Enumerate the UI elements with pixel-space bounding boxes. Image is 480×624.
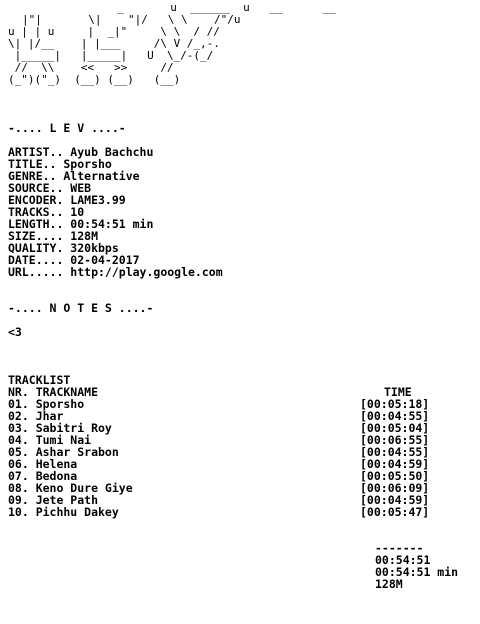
- info-size: SIZE.... 128M: [8, 229, 99, 243]
- ascii-art-line: |"| \| "|/ \ \ /"/u: [22, 13, 241, 26]
- release-info: [8, 146, 476, 278]
- track-time: [00:04:59]: [360, 457, 430, 471]
- info-quality: QUALITY. 320kbps: [8, 241, 119, 255]
- track-name: 06. Helena: [8, 457, 78, 471]
- totals-size: 128M: [375, 577, 403, 591]
- track-time: [00:06:09]: [360, 481, 430, 495]
- notes-section-header: -.... N O T E S ....-: [8, 301, 154, 315]
- track-name: 03. Sabitri Roy: [8, 421, 112, 435]
- totals-time: 00:54:51: [375, 553, 431, 567]
- track-time: [00:05:50]: [360, 469, 430, 483]
- track-time: [00:05:18]: [360, 397, 430, 411]
- track-time: [00:04:55]: [360, 445, 430, 459]
- totals-rule: -------: [375, 541, 424, 555]
- info-source: SOURCE.. WEB: [8, 181, 92, 195]
- track-row: [8, 506, 476, 518]
- track-name: 04. Tumi Nai: [8, 433, 92, 447]
- tracklist-header-name: NR. TRACKNAME: [8, 385, 99, 399]
- tracklist-title: TRACKLIST: [8, 373, 71, 387]
- nfo-document: [8, 2, 476, 590]
- track-name: 05. Ashar Srabon: [8, 445, 119, 459]
- track-time: [00:06:55]: [360, 433, 430, 447]
- track-time: [00:05:04]: [360, 421, 430, 435]
- ascii-art-line: u | | u | _|" \ \ / //: [8, 25, 220, 38]
- track-time: [00:04:55]: [360, 409, 430, 423]
- track-time: [00:05:47]: [360, 505, 430, 519]
- totals-block: [8, 542, 476, 590]
- totals-length: 00:54:51 min: [375, 565, 459, 579]
- ascii-art-line: |_____| |_____| U \_/-(_/: [8, 49, 214, 62]
- tracklist-header-time: TIME: [384, 385, 412, 399]
- info-encoder: ENCODER. LAME3.99: [8, 193, 126, 207]
- tracklist: [8, 398, 476, 518]
- lev-section-header: -.... L E V ....-: [8, 121, 126, 135]
- ascii-art-logo: [8, 2, 476, 86]
- info-length: LENGTH.. 00:54:51 min: [8, 217, 154, 231]
- ascii-art-line: _ u ______ u __ __: [104, 1, 336, 14]
- ascii-art-line: (_")("_) (__) (__) (__): [8, 73, 181, 86]
- track-name: 02. Jhar: [8, 409, 64, 423]
- ascii-art-line: \| |/__ | |___ /\ V /_,-.: [8, 37, 220, 50]
- track-name: 10. Pichhu Dakey: [8, 505, 119, 519]
- info-title: TITLE.. Sporsho: [8, 157, 112, 171]
- info-artist: ARTIST.. Ayub Bachchu: [8, 145, 154, 159]
- info-tracks: TRACKS.. 10: [8, 205, 85, 219]
- track-name: 08. Keno Dure Giye: [8, 481, 133, 495]
- info-date: DATE.... 02-04-2017: [8, 253, 140, 267]
- info-genre: GENRE.. Alternative: [8, 169, 140, 183]
- track-name: 07. Bedona: [8, 469, 78, 483]
- info-url: URL..... http://play.google.com: [8, 265, 223, 279]
- track-name: 01. Sporsho: [8, 397, 85, 411]
- track-time: [00:04:59]: [360, 493, 430, 507]
- ascii-art-line: // \\ << >> //: [8, 61, 174, 74]
- notes-text: <3: [8, 325, 22, 339]
- track-name: 09. Jete Path: [8, 493, 99, 507]
